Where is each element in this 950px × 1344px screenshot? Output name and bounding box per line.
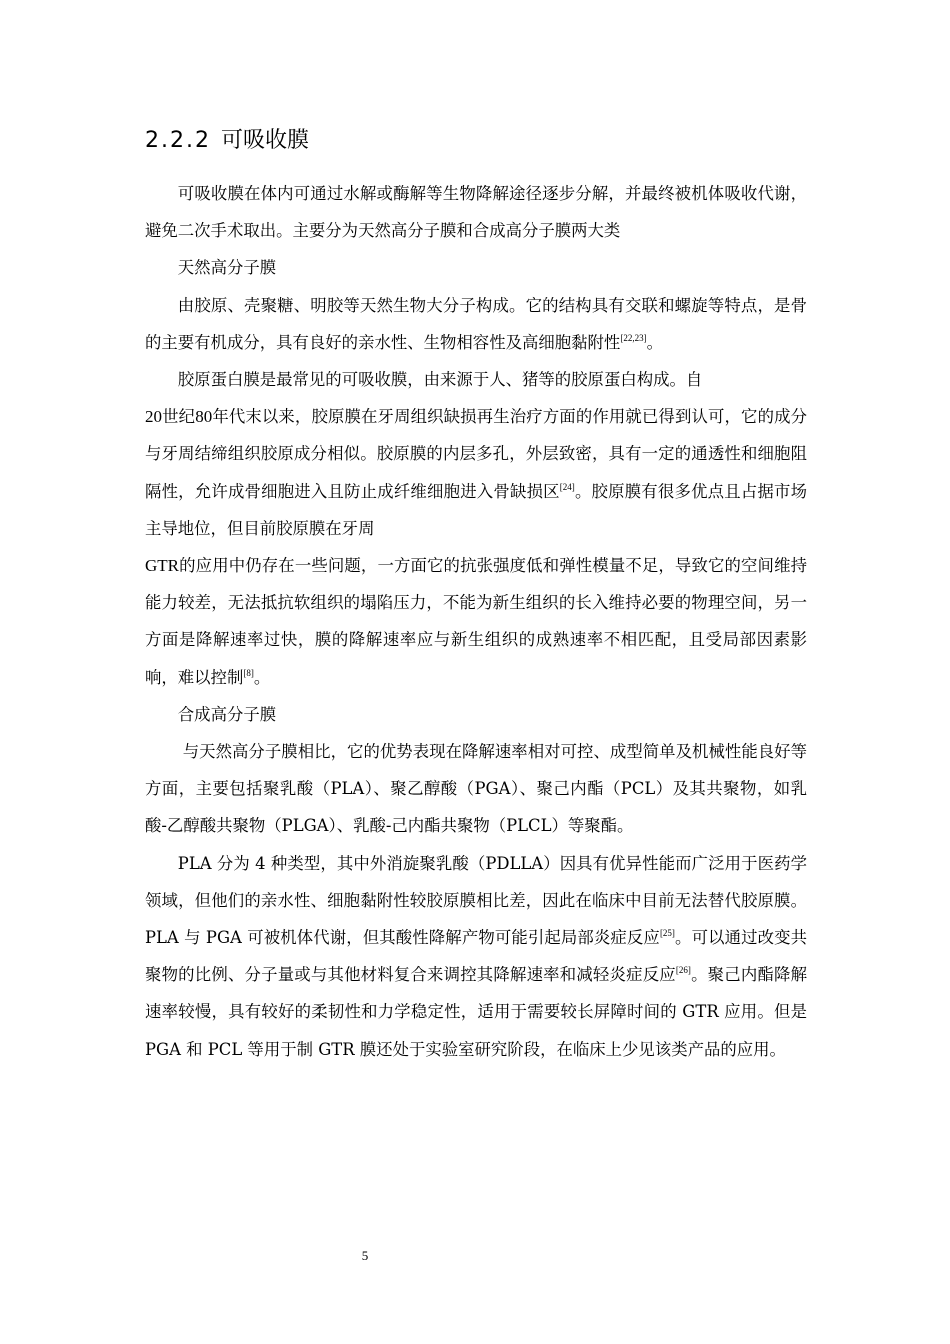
page-number: 5 — [361, 1248, 369, 1263]
citation-26: [26] — [675, 965, 691, 976]
citation-22-23: [22,23] — [620, 332, 647, 343]
synthetic-polymer-paragraph — [145, 733, 807, 845]
synthetic-polymer-text: 与天然高分子膜相比，它的优势表现在降解速率相对可控、成型简单及机械性能良好等方面，主要包括聚乳酸（PLA）、聚乙醇酸（PGA）、聚己内酯（PCL）及其共聚物，如乳酸-乙醇酸共聚物（PLGA）、乳酸-己内酯共聚物（PLCL）等聚酯。 — [145, 742, 807, 836]
natural-polymer-subheading — [145, 249, 807, 286]
citation-25: [25] — [659, 928, 675, 939]
collagen-text-5: 的应用中仍存在一些问题，一方面它的抗张强度低和弹性模量不足，导致它的空间维持能力较差，无法抵抗软组织的塌陷压力，不能为新生组织的长入维持必要的物理空间，另一方面是降解速率过快，膜的降解速率应与新生组织的成熟速率不相匹配，且受局部因素影响，难以控制 — [145, 556, 807, 687]
section-number: 2.2.2 — [145, 128, 211, 153]
body-text — [145, 175, 807, 1068]
intro-paragraph — [145, 175, 807, 249]
collagen-text-3: 年代末以来，胶原膜在牙周组织缺损再生治疗方面的作用就已得到认可，它的成分与牙周结缔组织胶原成分相似。胶原膜的内层多孔，外层致密，具有一定的通透性和细胞阻隔性，允许成骨细胞进入且防止成纤维细胞进入骨缺损区 — [145, 407, 808, 501]
synthetic-polymer-subheading — [145, 696, 807, 733]
natural-polymer-end: 。 — [646, 332, 663, 352]
pla-paragraph — [145, 845, 807, 1068]
pla-text-1: PLA 分为 4 种类型，其中外消旋聚乳酸（PDLLA）因具有优异性能而广泛用于医药学领域，但他们的亲水性、细胞黏附性较胶原膜相比差，因此在临床中目前无法替代胶原膜。PLA 与 PGA 可被机体代谢，但其酸性降解产物可能引起局部炎症反应 — [145, 853, 807, 948]
collagen-gtr: GTR — [145, 556, 179, 576]
collagen-number-20: 20 — [145, 407, 162, 427]
intro-text: 可吸收膜在体内可通过水解或酶解等生物降解途径逐步分解，并最终被机体吸收代谢，避免二次手术取出。主要分为天然高分子膜和合成高分子膜两大类 — [145, 184, 807, 241]
collagen-text-2: 世纪 — [162, 407, 196, 427]
natural-polymer-text: 由胶原、壳聚糖、明胶等天然生物大分子构成。它的结构具有交联和螺旋等特点，是骨的主要有机成分，具有良好的亲水性、生物相容性及高细胞黏附性 — [145, 295, 807, 352]
citation-24: [24] — [559, 481, 575, 492]
collagen-end: 。 — [253, 667, 271, 687]
natural-polymer-paragraph — [145, 287, 807, 361]
natural-polymer-title: 天然高分子膜 — [177, 258, 277, 278]
collagen-text-4: 。胶原膜有很多优点且占据市场主导地位，但目前胶原膜在牙周 — [145, 481, 808, 538]
collagen-number-80: 80 — [195, 407, 213, 427]
pla-text-2: 。可以通过改变共聚物的比例、分子量或与其他材料复合来调控其降解速率和减轻炎症反应 — [145, 928, 808, 985]
citation-8: [8] — [243, 667, 254, 678]
collagen-paragraph — [145, 361, 807, 696]
collagen-text-1: 胶原蛋白膜是最常见的可吸收膜，由来源于人、猪等的胶原蛋白构成。自 — [177, 370, 703, 390]
section-heading — [145, 124, 309, 158]
section-title: 可吸收膜 — [220, 128, 309, 153]
synthetic-polymer-title: 合成高分子膜 — [177, 704, 277, 724]
pla-text-3: 。聚己内酯降解速率较慢，具有较好的柔韧性和力学稳定性，适用于需要较长屏障时间的 GTR 应用。但是 PGA 和 PCL 等用于制 GTR 膜还处于实验室研究阶段，在临床上少见该类产品的应用。 — [145, 965, 808, 1059]
